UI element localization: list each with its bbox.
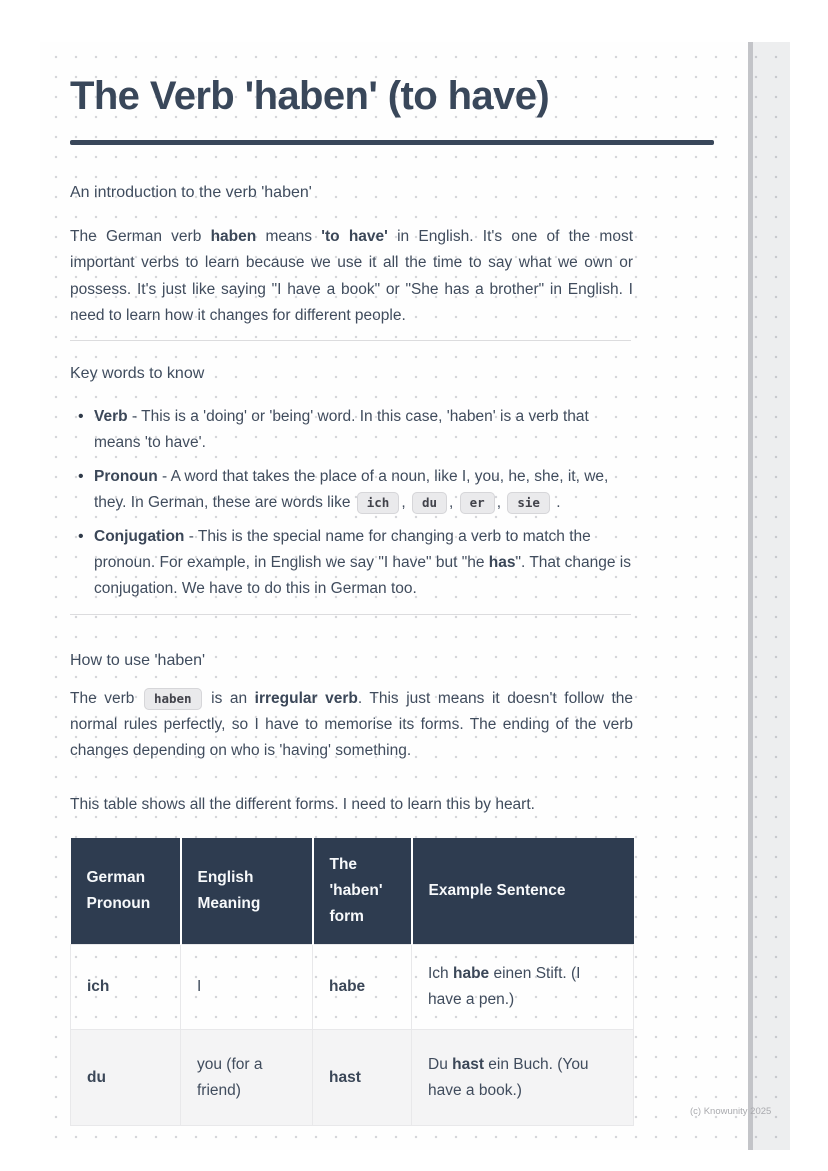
cell-example: Ich habe einen Stift. (I have a pen.) [412, 945, 634, 1030]
back-page-edge [753, 42, 790, 1150]
cell-pronoun: du [71, 1030, 181, 1126]
section-heading-keywords: Key words to know [70, 364, 205, 382]
watermark: (c) Knowunity 2025 [690, 1106, 772, 1117]
inline-code-chip: du [412, 492, 447, 514]
introduction-paragraph: The German verb haben means 'to have' in English. It's one of the most important verbs to learn because we use it all the time to say what we own or possess. It's just like saying "I have a book" or "She has a brother" in English. I need to learn how it changes for different people. [70, 228, 633, 325]
header-cell-haben-form: The 'haben' form [313, 838, 412, 945]
keyword-item-conjugation: • Conjugation - This is the special name for changing a verb to match the pronoun. For example, in English we say "I have" but "he has". That change is conjugation. We have to do this in German too. [94, 524, 633, 602]
keyword-item-verb: • Verb - This is a 'doing' or 'being' word. In this case, 'haben' is a verb that means 'to have'. [94, 404, 633, 456]
inline-code-chip: ich [357, 492, 400, 514]
page-title: The Verb 'haben' (to have) [70, 74, 550, 118]
section-heading-introduction: An introduction to the verb 'haben' [70, 184, 312, 201]
table-header-row [71, 838, 634, 945]
table-row-du [71, 1030, 634, 1126]
header-cell-german-pronoun: German Pronoun [71, 838, 181, 945]
cell-form: hast [313, 1030, 412, 1126]
conjugation-table [70, 838, 634, 1126]
section-heading-usage: How to use 'haben' [70, 651, 206, 669]
inline-code-chip: er [460, 492, 495, 514]
table-row-ich [71, 945, 634, 1030]
document-content [70, 42, 718, 1126]
cell-meaning: I [181, 945, 313, 1030]
header-cell-english-meaning: English Meaning [181, 838, 313, 945]
cell-meaning: you (for a friend) [181, 1030, 313, 1126]
keyword-item-pronoun: • Pronoun - A word that takes the place of a noun, like I, you, he, she, it, we, they. In German, these are words like ich , du , er , sie . [94, 464, 633, 516]
cell-pronoun: ich [71, 945, 181, 1030]
section-divider [70, 340, 631, 341]
title-underline-rule [70, 140, 714, 145]
header-cell-example-sentence: Example Sentence [412, 838, 634, 945]
section-divider [70, 614, 631, 615]
document-page [40, 42, 790, 1150]
cell-example: Du hast ein Buch. (You have a book.) [412, 1030, 634, 1126]
inline-code-chip: haben [144, 688, 202, 710]
inline-code-chip: sie [507, 492, 550, 514]
usage-paragraph: The verb haben is an irregular verb. This just means it doesn't follow the normal rules perfectly, so I have to memorise its forms. The ending of the verb changes depending on who is 'having' something. [70, 689, 633, 760]
cell-form: habe [313, 945, 412, 1030]
table-intro-paragraph: This table shows all the different forms. I need to learn this by heart. [70, 795, 535, 813]
keyword-list [70, 404, 633, 602]
